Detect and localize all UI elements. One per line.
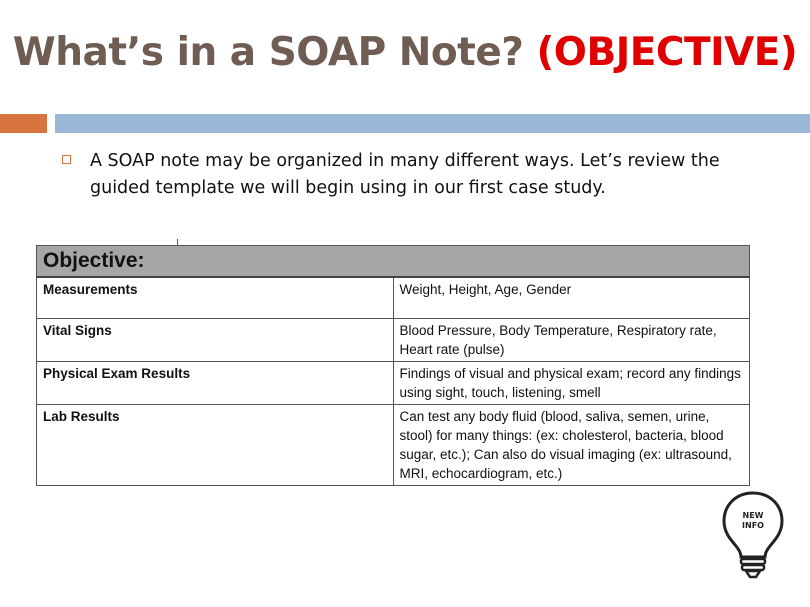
objective-table-image: [36, 242, 750, 481]
row-value-physical-exam: Findings of visual and physical exam; record any findings using sight, touch, listening, smell: [393, 362, 750, 405]
row-value-vital-signs: Blood Pressure, Body Temperature, Respiratory rate, Heart rate (pulse): [393, 319, 750, 362]
bulb-tip: [746, 571, 760, 577]
blue-accent-bar: [55, 114, 810, 133]
row-value-measurements: Weight, Height, Age, Gender: [393, 277, 750, 319]
square-bullet-icon: [62, 155, 71, 164]
badge-line-2: INFO: [742, 521, 764, 530]
bullet-text: A SOAP note may be organized in many different ways. Let’s review the guided template we will begin using in our first case study.: [90, 151, 720, 198]
table-row: [37, 405, 750, 486]
orange-accent-bar: [0, 114, 47, 133]
title-main: What’s in a SOAP Note?: [12, 30, 537, 75]
table-row: [37, 362, 750, 405]
table-header: Objective:: [37, 246, 750, 278]
title-accent: (OBJECTIVE): [536, 30, 798, 75]
row-label-vital-signs: Vital Signs: [37, 319, 394, 362]
table-row: [37, 277, 750, 319]
bulb-base-ring-1: [741, 559, 765, 564]
slide-title: [0, 30, 810, 75]
row-label-measurements: Measurements: [37, 277, 394, 319]
bullet-item: [62, 148, 782, 202]
table-row: [37, 319, 750, 362]
row-value-lab-results: Can test any body fluid (blood, saliva, semen, urine, stool) for many things: (ex: cholesterol, bacteria, blood sugar, etc.); Can also do visual imaging (ex: ultrasound, MRI, echocardiogram, etc.): [393, 405, 750, 486]
row-label-lab-results: Lab Results: [37, 405, 394, 486]
badge-line-1: NEW: [742, 511, 764, 520]
lightbulb-icon: [718, 490, 788, 580]
objective-table: [36, 245, 750, 486]
row-label-physical-exam: Physical Exam Results: [37, 362, 394, 405]
bulb-base-ring-2: [742, 565, 764, 570]
